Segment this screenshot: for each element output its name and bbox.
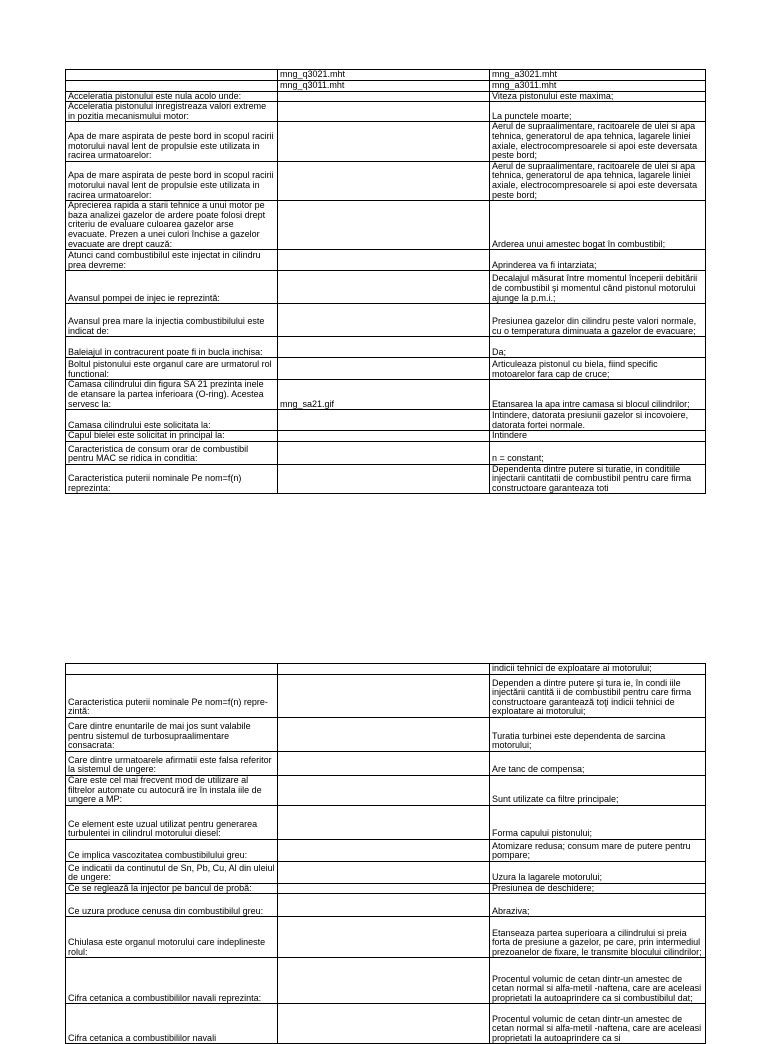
question-cell: Baleiajul in contracurent poate fi in bucla inchisa: bbox=[66, 337, 278, 358]
table-row bbox=[66, 718, 706, 752]
question-cell: Camasa cilindrului din figura SA 21 prezinta inele de etansare la partea inferioara (O-ring). Acestea servesc la: bbox=[66, 380, 278, 410]
table-row bbox=[66, 664, 706, 675]
answer-table-1 bbox=[65, 69, 706, 494]
table-row bbox=[66, 380, 706, 410]
table-row bbox=[66, 917, 706, 958]
question-cell: Care este cel mai frecvent mod de utilizare al filtrelor automate cu autocură ire în instala iile de ungere a MP: bbox=[66, 776, 278, 806]
answer-cell: Arderea unui amestec bogat în combustibil; bbox=[490, 201, 706, 250]
answer-cell: Articuleaza pistonul cu biela, fiind specific motoarelor fara cap de cruce; bbox=[490, 358, 706, 380]
question-cell: Cifra cetanica a combustibililor navali reprezinta: bbox=[66, 958, 278, 1004]
file-cell bbox=[278, 122, 490, 161]
table-row bbox=[66, 201, 706, 250]
table-row bbox=[66, 776, 706, 806]
question-cell: Caracteristica puterii nominale Pe nom=f(n) reprezinta: bbox=[66, 464, 278, 494]
file-cell bbox=[278, 776, 490, 806]
table-row bbox=[66, 337, 706, 358]
answer-cell: Aprinderea va fi intarziata; bbox=[490, 250, 706, 271]
table-row bbox=[66, 839, 706, 861]
question-cell: Avansul pompei de injec ie reprezintă: bbox=[66, 271, 278, 304]
file-cell bbox=[278, 752, 490, 776]
answer-cell: La punctele moarte; bbox=[490, 102, 706, 122]
question-cell: Aprecierea rapida a starii tehnice a unui motor pe baza analizei gazelor de ardere poate folosi drept criteriu de evaluare culoarea gazelor arse evacuate. Prezen a unei culori închise a gazelor evacuate are drept cauză: bbox=[66, 201, 278, 250]
question-cell: Caracteristica puterii nominale Pe nom=f(n) repre-zintă: bbox=[66, 675, 278, 718]
answer-cell: Atomizare redusa; consum mare de putere pentru pompare; bbox=[490, 839, 706, 861]
answer-cell: Etansarea la apa intre camasa si blocul cilindrilor; bbox=[490, 380, 706, 410]
file-cell bbox=[278, 441, 490, 464]
answer-cell: mng_a3011.mht bbox=[490, 81, 706, 92]
table-row bbox=[66, 883, 706, 894]
question-cell: Acceleratia pistonului este nula acolo unde: bbox=[66, 91, 278, 102]
question-cell: Apa de mare aspirata de peste bord in scopul racirii motorului naval lent de propulsie este utilizata in racirea urmatoarelor: bbox=[66, 122, 278, 161]
file-cell bbox=[278, 250, 490, 271]
file-cell bbox=[278, 358, 490, 380]
question-cell: Ce indicatii da continutul de Sn, Pb, Cu, Al din uleiul de ungere: bbox=[66, 861, 278, 883]
question-cell: Camasa cilindrului este solicitata la: bbox=[66, 410, 278, 431]
answer-cell: Dependenta dintre putere si turatie, in conditiile injectarii cantitatii de combustibil pentru care firma constructoare garanteaza toti bbox=[490, 464, 706, 494]
table-row bbox=[66, 102, 706, 122]
question-cell bbox=[66, 664, 278, 675]
question-cell: Capul bielei este solicitat in principal la: bbox=[66, 431, 278, 442]
question-cell: Caracteristica de consum orar de combustibil pentru MAC se ridica in conditia: bbox=[66, 441, 278, 464]
file-cell bbox=[278, 917, 490, 958]
file-cell bbox=[278, 894, 490, 917]
table-row bbox=[66, 894, 706, 917]
table-row bbox=[66, 861, 706, 883]
table-row bbox=[66, 958, 706, 1004]
file-cell: mng_q3011.mht bbox=[278, 81, 490, 92]
answer-cell: Viteza pistonului este maxima; bbox=[490, 91, 706, 102]
question-cell bbox=[66, 81, 278, 92]
file-cell bbox=[278, 91, 490, 102]
table-row bbox=[66, 161, 706, 200]
file-cell: mng_q3021.mht bbox=[278, 70, 490, 81]
answer-cell: Presiunea de deschidere; bbox=[490, 883, 706, 894]
table-row bbox=[66, 675, 706, 718]
answer-cell: mng_a3021.mht bbox=[490, 70, 706, 81]
file-cell bbox=[278, 664, 490, 675]
question-cell: Ce implica vascozitatea combustibilului greu: bbox=[66, 839, 278, 861]
question-cell: Ce uzura produce cenusa din combustibilul greu: bbox=[66, 894, 278, 917]
file-cell bbox=[278, 431, 490, 442]
answer-cell: n = constant; bbox=[490, 441, 706, 464]
question-cell: Avansul prea mare la injectia combustibilului este indicat de: bbox=[66, 304, 278, 337]
table-row bbox=[66, 304, 706, 337]
table-row bbox=[66, 271, 706, 304]
table-row bbox=[66, 410, 706, 431]
answer-table-2 bbox=[65, 663, 706, 1044]
question-cell: Chiulasa este organul motorului care indeplineste rolul: bbox=[66, 917, 278, 958]
table-row bbox=[66, 752, 706, 776]
file-cell bbox=[278, 861, 490, 883]
answer-cell: Turatia turbinei este dependenta de sarcina motorului; bbox=[490, 718, 706, 752]
question-cell: Apa de mare aspirata de peste bord in scopul racirii motorului naval lent de propulsie este utilizata in racirea urmatoarelor: bbox=[66, 161, 278, 200]
table-row bbox=[66, 431, 706, 442]
table-row bbox=[66, 1004, 706, 1044]
file-cell bbox=[278, 883, 490, 894]
question-cell: Care dintre urmatoarele afirmatii este falsa referitor la sistemul de ungere: bbox=[66, 752, 278, 776]
question-cell: Boltul pistonului este organul care are urmatorul rol functional: bbox=[66, 358, 278, 380]
file-cell bbox=[278, 271, 490, 304]
table-row bbox=[66, 358, 706, 380]
answer-cell: indicii tehnici de exploatare ai motorului; bbox=[490, 664, 706, 675]
file-cell bbox=[278, 1004, 490, 1044]
question-cell bbox=[66, 70, 278, 81]
answer-cell: Uzura la lagarele motorului; bbox=[490, 861, 706, 883]
question-cell: Ce se reglează la injector pe bancul de probă: bbox=[66, 883, 278, 894]
answer-cell: Sunt utilizate ca filtre principale; bbox=[490, 776, 706, 806]
question-cell: Cifra cetanica a combustibililor navali bbox=[66, 1004, 278, 1044]
answer-cell: Aerul de supraalimentare, racitoarele de ulei si apa tehnica, generatorul de apa tehnica, lagarele liniei axiale, electrocompresoarele si apoi este deversata peste bord; bbox=[490, 122, 706, 161]
file-cell bbox=[278, 337, 490, 358]
answer-cell: Intindere, datorata presiunii gazelor si incovoiere, datorata fortei normale. bbox=[490, 410, 706, 431]
table-row bbox=[66, 81, 706, 92]
answer-cell: Dependen a dintre putere şi tura ie, în condi iile injectării cantită ii de combustibil pentru care firma constructoare garantează toţi indicii tehnici de exploatare ai motorului; bbox=[490, 675, 706, 718]
file-cell bbox=[278, 958, 490, 1004]
file-cell bbox=[278, 410, 490, 431]
answer-cell: Aerul de supraalimentare, racitoarele de ulei si apa tehnica, generatorul de apa tehnica, lagarele liniei axiale, electrocompresoarele si apoi este deversata peste bord; bbox=[490, 161, 706, 200]
file-cell bbox=[278, 201, 490, 250]
answer-cell: Intindere bbox=[490, 431, 706, 442]
file-cell: mng_sa21.gif bbox=[278, 380, 490, 410]
file-cell bbox=[278, 161, 490, 200]
question-cell: Care dintre enuntarile de mai jos sunt valabile pentru sistemul de turbosupraalimentare consacrata: bbox=[66, 718, 278, 752]
question-cell: Ce element este uzual utilizat pentru generarea turbulentei in cilindrul motorului diesel: bbox=[66, 805, 278, 839]
answer-cell: Procentul volumic de cetan dintr-un amestec de cetan normal si alfa-metil -naftena, care are aceleasi proprietati la autoaprindere ca si combustibilul dat; bbox=[490, 958, 706, 1004]
answer-cell: Da; bbox=[490, 337, 706, 358]
answer-cell: Presiunea gazelor din cilindru peste valori normale, cu o temperatura diminuata a gazelor de evacuare; bbox=[490, 304, 706, 337]
table-row bbox=[66, 122, 706, 161]
file-cell bbox=[278, 805, 490, 839]
question-cell: Acceleratia pistonului inregistreaza valori extreme in pozitia mecanismului motor: bbox=[66, 102, 278, 122]
file-cell bbox=[278, 304, 490, 337]
table-row bbox=[66, 441, 706, 464]
file-cell bbox=[278, 718, 490, 752]
table-row bbox=[66, 70, 706, 81]
answer-cell: Etanseaza partea superioara a cilindrului si preia forta de presiune a gazelor, pe care, prin intermediul prezoanelor de fixare, le transmite blocului cilindrilor; bbox=[490, 917, 706, 958]
table-row bbox=[66, 805, 706, 839]
answer-cell: Forma capului pistonului; bbox=[490, 805, 706, 839]
answer-cell: Are tanc de compensa; bbox=[490, 752, 706, 776]
file-cell bbox=[278, 675, 490, 718]
file-cell bbox=[278, 839, 490, 861]
answer-cell: Abraziva; bbox=[490, 894, 706, 917]
table-row bbox=[66, 91, 706, 102]
question-cell: Atunci cand combustibilul este injectat in cilindru prea devreme: bbox=[66, 250, 278, 271]
answer-cell: Decalajul măsurat între momentul începerii debitării de combustibil şi momentul când pistonul motorului ajunge la p.m.i.; bbox=[490, 271, 706, 304]
table-row bbox=[66, 464, 706, 494]
answer-cell: Procentul volumic de cetan dintr-un amestec de cetan normal si alfa-metil -naftena, care are aceleasi proprietati la autoaprindere ca si bbox=[490, 1004, 706, 1044]
file-cell bbox=[278, 464, 490, 494]
file-cell bbox=[278, 102, 490, 122]
table-row bbox=[66, 250, 706, 271]
